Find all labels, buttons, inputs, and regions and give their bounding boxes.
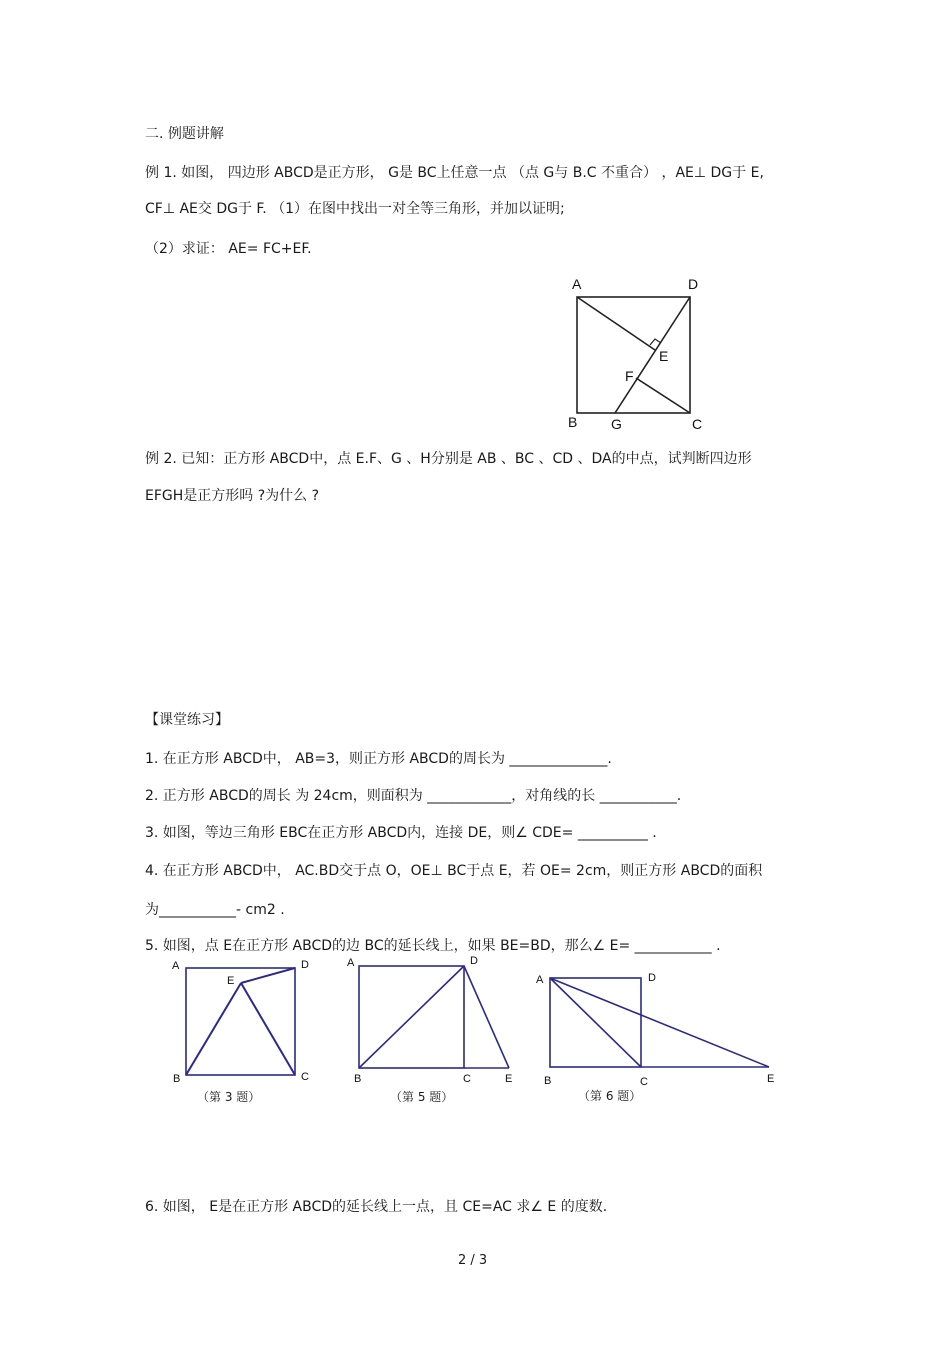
example-1-line-1: 例 1. 如图， 四边形 ABCD是正方形， G是 BC上任意一点 （点 G与 B.C 不重合） ，AE⊥ DG于 E,: [145, 165, 764, 181]
question-2: 2. 正方形 ABCD的周长 为 24cm，则面积为 ____________，对角线的长 ___________.: [145, 788, 682, 804]
label-b: B: [354, 1073, 362, 1085]
segment-ec: [241, 983, 295, 1075]
segment-bd: [359, 966, 464, 1068]
label-e: E: [505, 1073, 513, 1085]
label-d: D: [688, 276, 699, 292]
section-title: 二. 例题讲解: [145, 126, 224, 142]
label-d: D: [301, 959, 309, 971]
question-5: 5. 如图，点 E在正方形 ABCD的边 BC的延长线上，如果 BE=BD，那么∠ E= ___________ .: [145, 938, 721, 954]
example-1-line-3: （2）求证： AE= FC+EF.: [145, 241, 312, 257]
question-1: 1. 在正方形 ABCD中， AB=3，则正方形 ABCD的周长为 ______________.: [145, 751, 612, 767]
example-1-figure: [560, 270, 720, 440]
segment-ed: [241, 968, 295, 983]
segment-cf: [636, 378, 690, 413]
practice-title: 【课堂练习】: [145, 712, 229, 728]
figure-question-6: [530, 965, 785, 1088]
question-3: 3. 如图，等边三角形 EBC在正方形 ABCD内，连接 DE，则∠ CDE= __________ .: [145, 825, 657, 841]
label-d: D: [470, 955, 478, 967]
caption-figure-5: （第 5 题）: [390, 1090, 454, 1104]
label-a: A: [172, 960, 180, 972]
example-2-line-2: EFGH是正方形吗 ?为什么 ?: [145, 488, 320, 504]
label-d: D: [648, 972, 656, 984]
label-c: C: [692, 416, 703, 432]
label-b: B: [173, 1073, 181, 1085]
label-a: A: [572, 276, 582, 292]
question-6: 6. 如图， E是在正方形 ABCD的延长线上一点，且 CE=AC 求∠ E 的度数.: [145, 1199, 608, 1215]
square-abcd: [577, 297, 690, 413]
segment-dg: [615, 297, 690, 413]
segment-ae: [577, 297, 655, 350]
label-c: C: [463, 1073, 471, 1085]
example-2-line-1: 例 2. 已知：正方形 ABCD中，点 E.F、G 、H分别是 AB 、BC 、CD 、DA的中点，试判断四边形: [145, 451, 752, 467]
label-e: E: [659, 348, 669, 364]
segment-ae: [550, 978, 769, 1067]
label-g: G: [611, 416, 622, 432]
caption-figure-6: （第 6 题）: [578, 1089, 642, 1103]
label-e: E: [767, 1073, 775, 1085]
label-b: B: [568, 414, 578, 430]
label-c: C: [640, 1076, 648, 1088]
label-e: E: [227, 975, 235, 987]
figure-question-3: [165, 955, 325, 1085]
example-1-line-2: CF⊥ AE交 DG于 F. （1）在图中找出一对全等三角形，并加以证明;: [145, 201, 565, 217]
segment-ac: [550, 978, 641, 1067]
label-f: F: [625, 368, 634, 384]
question-4-line-1: 4. 在正方形 ABCD中， AC.BD交于点 O，OE⊥ BC于点 E，若 OE= 2cm，则正方形 ABCD的面积: [145, 863, 763, 879]
figure-question-5: [340, 953, 525, 1085]
label-c: C: [301, 1071, 309, 1083]
caption-figure-3: （第 3 题）: [197, 1090, 261, 1104]
segment-de: [464, 966, 509, 1068]
label-a: A: [347, 957, 355, 969]
page-number: 2 / 3: [458, 1253, 488, 1268]
label-b: B: [544, 1075, 552, 1087]
label-a: A: [536, 974, 544, 986]
segment-eb: [186, 983, 241, 1075]
question-4-line-2: 为___________- cm2 .: [145, 902, 285, 918]
